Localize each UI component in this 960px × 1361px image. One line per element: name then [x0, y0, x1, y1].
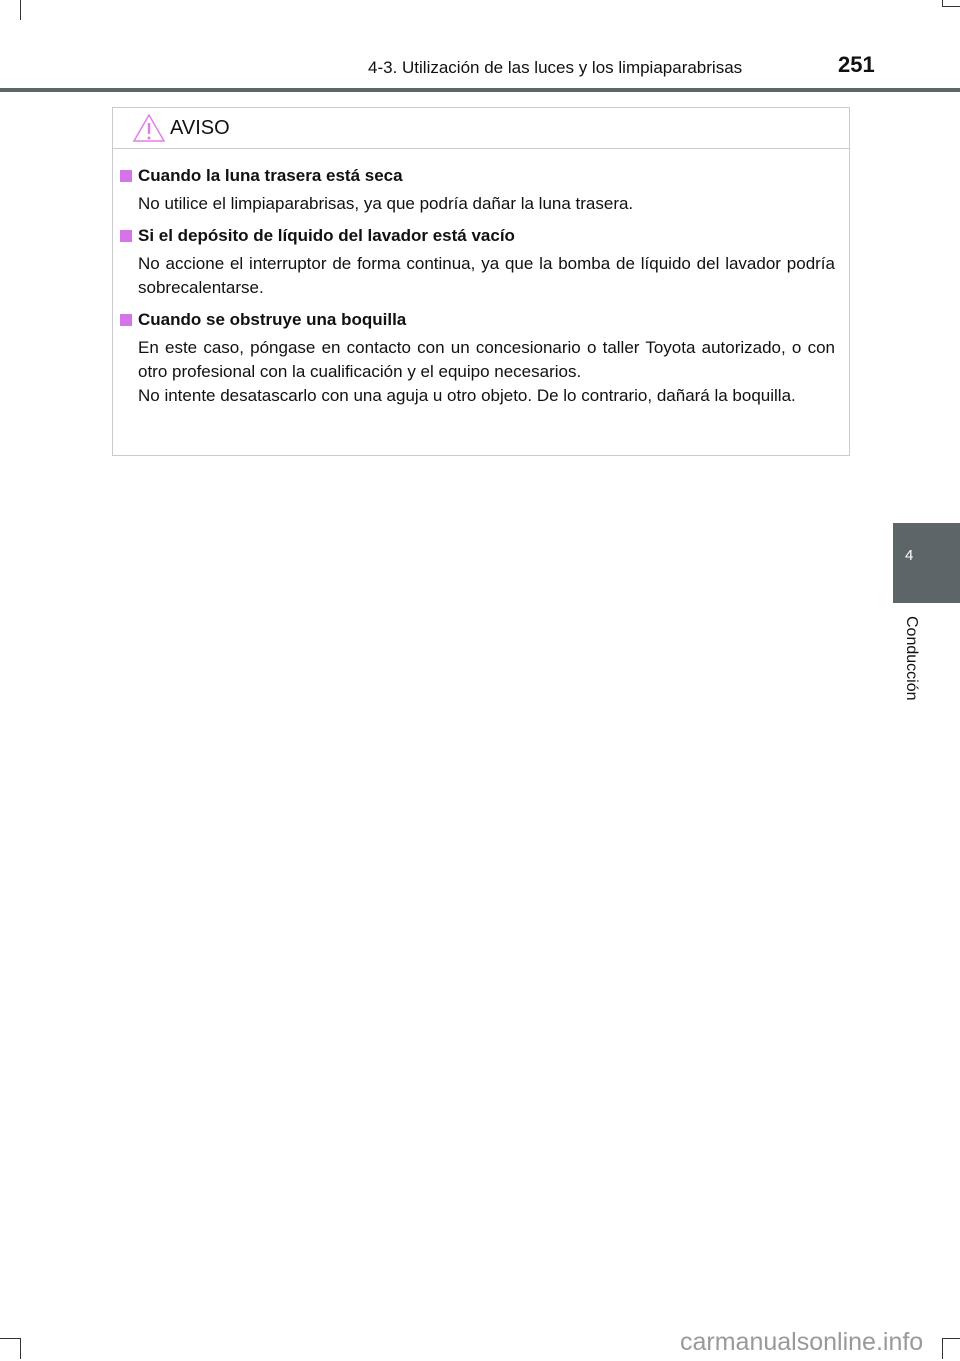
section-text: En este caso, póngase en contacto con un concesionario o taller Toyota autorizado, o con otro profesional con la cualificación y el equipo necesarios. [138, 338, 835, 381]
section-heading: Si el depósito de líquido del lavador está vacío [138, 226, 515, 245]
crop-mark [942, 0, 960, 7]
warning-section [120, 226, 835, 300]
section-heading: Cuando se obstruye una boquilla [138, 310, 407, 329]
bullet-square-icon [120, 230, 132, 242]
section-text: No intente desatascarlo con una aguja u otro objeto. De lo contrario, dañará la boquilla. [138, 386, 796, 405]
crop-mark [0, 0, 21, 20]
crop-mark [942, 1338, 960, 1359]
warning-section [120, 166, 835, 216]
warning-title: AVISO [170, 117, 230, 139]
chapter-tab [893, 523, 960, 603]
bullet-square-icon [120, 170, 132, 182]
section-heading: Cuando la luna trasera está seca [138, 166, 403, 185]
warning-section [120, 310, 835, 408]
warning-triangle-icon [132, 113, 166, 143]
watermark: carmanualsonline.info [680, 1328, 924, 1356]
chapter-number: 4 [905, 547, 914, 564]
page-number: 251 [838, 52, 875, 77]
section-title: 4-3. Utilización de las luces y los limpiaparabrisas [368, 58, 743, 77]
chapter-label: Conducción [903, 616, 920, 701]
bullet-square-icon [120, 314, 132, 326]
section-text: No accione el interruptor de forma continua, ya que la bomba de líquido del lavador podría sobrecalentarse. [138, 254, 835, 297]
section-text: No utilice el limpiaparabrisas, ya que podría dañar la luna trasera. [138, 194, 634, 213]
header-divider [0, 88, 960, 92]
warning-box [112, 107, 850, 456]
warning-header [113, 108, 849, 149]
crop-mark [0, 1338, 21, 1359]
